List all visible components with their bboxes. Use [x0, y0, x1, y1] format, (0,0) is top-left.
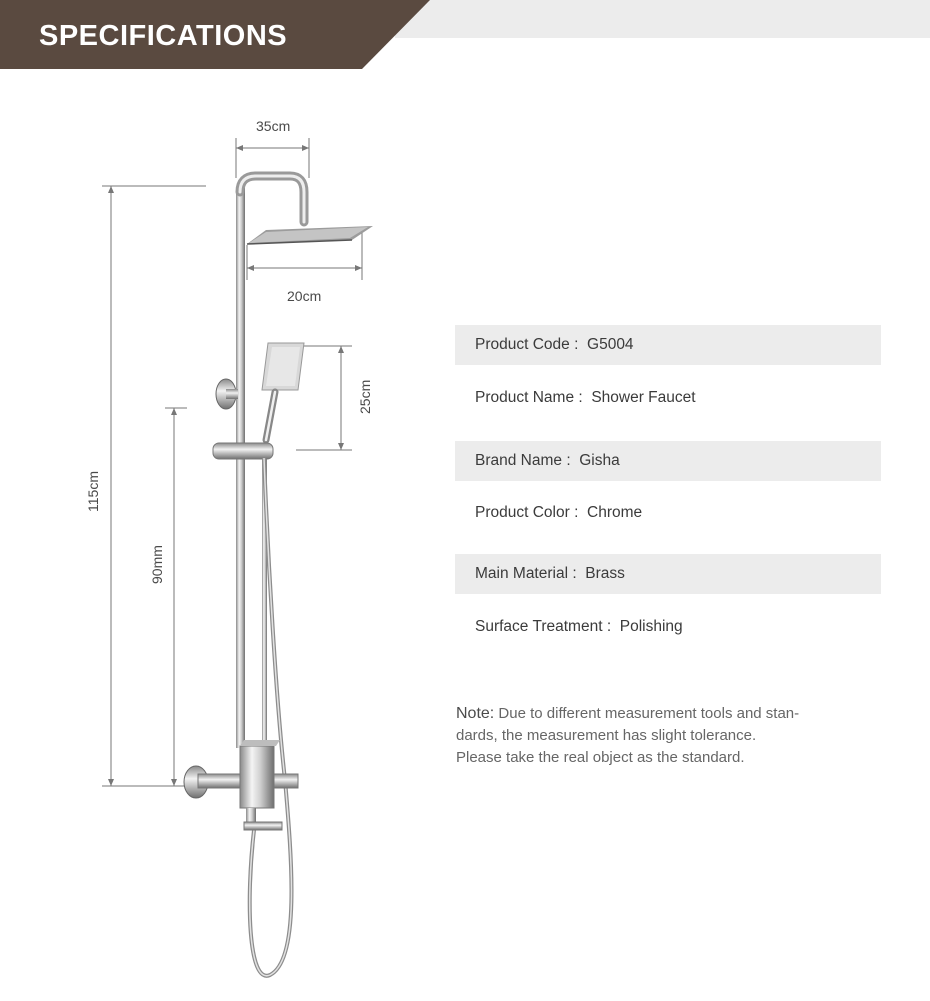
note-label: Note: — [456, 705, 495, 722]
spec-label: Product Color — [475, 504, 570, 521]
dimension-head-width-label: 20cm — [287, 288, 322, 304]
spec-row-product-code: Product Code : G5004 — [455, 325, 881, 365]
spec-label: Main Material — [475, 565, 569, 582]
spec-value: Polishing — [619, 618, 683, 635]
spec-row-main-material: Main Material : Brass — [455, 554, 881, 594]
measurement-note — [456, 703, 876, 769]
dimension-total-height-label: 115cm — [85, 471, 101, 512]
spec-row-surface-treatment: Surface Treatment : Polishing — [475, 618, 683, 635]
shower-diagram — [0, 0, 450, 1001]
spec-label: Brand Name — [475, 452, 563, 469]
page-title: SPECIFICATIONS — [39, 20, 288, 52]
specs-list — [455, 325, 881, 647]
dimension-hand-shower-label: 25cm — [357, 379, 373, 414]
spec-value: Brass — [585, 565, 625, 582]
spec-value: Chrome — [587, 504, 643, 521]
spec-value: Gisha — [579, 452, 620, 469]
spec-value: G5004 — [587, 336, 634, 353]
dimension-slide-bar — [165, 408, 187, 786]
dimension-total-height — [102, 186, 206, 786]
spec-label: Product Code — [475, 336, 570, 353]
spec-value: Shower Faucet — [591, 389, 696, 406]
spec-label: Product Name — [475, 389, 575, 406]
note-line-2: dards, the measurement has slight tolerance. — [456, 727, 757, 744]
dimension-slide-bar-label: 90mm — [149, 545, 165, 584]
shower-product-image — [184, 176, 373, 976]
note-line-1: Due to different measurement tools and stan- — [498, 705, 800, 722]
dimension-hand-shower — [296, 346, 352, 450]
spec-row-brand-name: Brand Name : Gisha — [455, 441, 881, 481]
spec-row-product-name: Product Name : Shower Faucet — [475, 389, 696, 406]
dimension-top-width-label: 35cm — [256, 118, 291, 134]
spec-label: Surface Treatment — [475, 618, 603, 635]
note-line-3: Please take the real object as the standard. — [456, 749, 745, 766]
spec-row-product-color: Product Color : Chrome — [475, 504, 643, 521]
